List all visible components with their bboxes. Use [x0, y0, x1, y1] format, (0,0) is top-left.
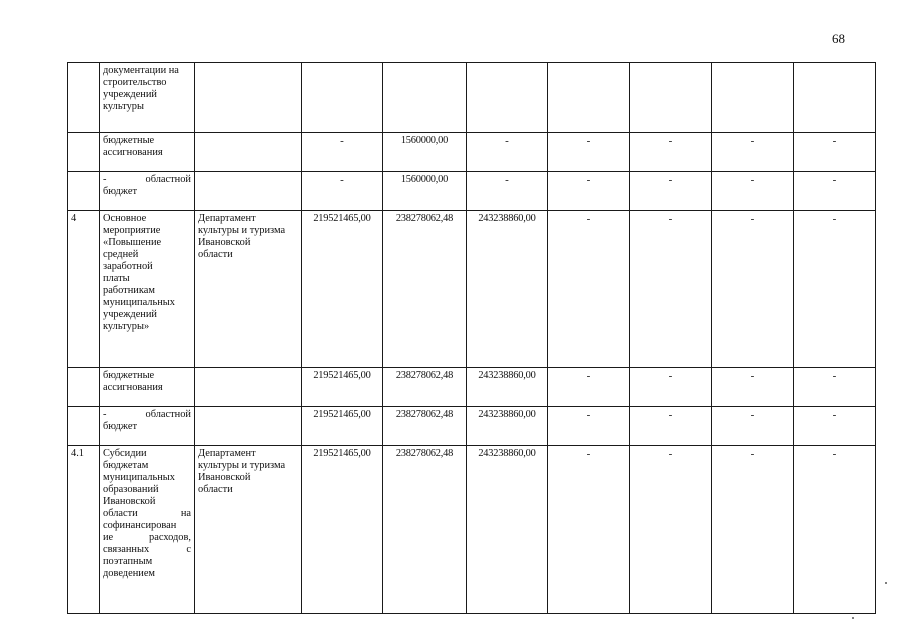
row-index-cell [68, 407, 100, 446]
executor-cell [195, 211, 302, 368]
value-cell: - [630, 133, 712, 172]
table-row [68, 133, 876, 172]
value-cell: - [302, 133, 383, 172]
page-number: 68 [832, 31, 845, 46]
value-cell: - [548, 133, 630, 172]
item-name-cell [100, 63, 195, 133]
item-name-cell [100, 446, 195, 614]
value-cell: 219521465,00 [302, 211, 383, 368]
item-name-line: культуры» [103, 321, 150, 332]
executor-line: Ивановской [198, 472, 251, 483]
executor-line: культуры и туризма [198, 225, 286, 236]
executor-cell [195, 172, 302, 211]
item-name-line: учреждений [103, 309, 157, 320]
executor-line: области [198, 249, 233, 260]
item-name-line: «Повышение [103, 237, 162, 248]
item-name-line: ие расходов, [103, 532, 191, 543]
item-name-line: работникам [103, 285, 155, 296]
value-cell: - [712, 172, 794, 211]
value-cell: - [548, 446, 630, 614]
table-body [68, 63, 876, 614]
table-row [68, 172, 876, 211]
value-cell [302, 63, 383, 133]
value-cell: - [712, 133, 794, 172]
value-cell: 243238860,00 [467, 407, 548, 446]
value-cell: - [630, 446, 712, 614]
executor-cell [195, 368, 302, 407]
value-cell: - [467, 133, 548, 172]
value-cell: - [548, 211, 630, 368]
item-name-line: средней [103, 249, 139, 260]
value-cell: 1560000,00 [383, 172, 467, 211]
item-name-line: поэтапным [103, 556, 153, 567]
item-name-line: учреждений [103, 89, 157, 100]
item-name-cell [100, 172, 195, 211]
value-cell [630, 63, 712, 133]
item-name-cell [100, 133, 195, 172]
item-name-line: - областной [103, 409, 191, 420]
executor-line: культуры и туризма [198, 460, 286, 471]
value-cell: - [794, 172, 876, 211]
item-name-line: софинансирован [103, 520, 177, 531]
value-cell: 243238860,00 [467, 211, 548, 368]
value-cell: 219521465,00 [302, 446, 383, 614]
executor-cell [195, 407, 302, 446]
value-cell: - [794, 133, 876, 172]
row-index-cell: 4 [68, 211, 100, 368]
value-cell: - [548, 172, 630, 211]
item-name-line: бюджет [103, 421, 138, 432]
executor-cell [195, 63, 302, 133]
value-cell: 238278062,48 [383, 446, 467, 614]
item-name-cell [100, 407, 195, 446]
item-name-line: образований [103, 484, 159, 495]
row-index-cell [68, 133, 100, 172]
row-index-cell: 4.1 [68, 446, 100, 614]
item-name-line: Субсидии [103, 448, 147, 459]
value-cell: - [630, 368, 712, 407]
value-cell: - [630, 407, 712, 446]
value-cell: - [712, 407, 794, 446]
item-name-line: бюджет [103, 186, 138, 197]
value-cell [712, 63, 794, 133]
value-cell: 243238860,00 [467, 446, 548, 614]
item-name-line: строительство [103, 77, 167, 88]
row-index-cell [68, 63, 100, 133]
value-cell: - [794, 368, 876, 407]
item-name-line: ассигнования [103, 382, 163, 393]
value-cell: - [712, 368, 794, 407]
value-cell: 219521465,00 [302, 407, 383, 446]
item-name-line: муниципальных [103, 297, 175, 308]
item-name-line: муниципальных [103, 472, 175, 483]
executor-cell [195, 133, 302, 172]
value-cell: - [794, 211, 876, 368]
value-cell: - [467, 172, 548, 211]
value-cell: 238278062,48 [383, 211, 467, 368]
item-name-line: Основное [103, 213, 147, 224]
value-cell: - [794, 446, 876, 614]
item-name-line: ассигнования [103, 147, 163, 158]
value-cell: - [548, 368, 630, 407]
value-cell [794, 63, 876, 133]
value-cell: 243238860,00 [467, 368, 548, 407]
item-name-line: мероприятие [103, 225, 161, 236]
value-cell: 1560000,00 [383, 133, 467, 172]
executor-line: Департамент [198, 213, 256, 224]
value-cell: 238278062,48 [383, 368, 467, 407]
item-name-line: связанных с [103, 544, 191, 555]
item-name-line: платы [103, 273, 130, 284]
item-name-line: бюджетные [103, 135, 155, 146]
item-name-cell [100, 211, 195, 368]
item-name-line: Ивановской [103, 496, 156, 507]
row-index-cell [68, 368, 100, 407]
value-cell: - [712, 211, 794, 368]
executor-line: области [198, 484, 233, 495]
table-row [68, 211, 876, 368]
item-name-line: культуры [103, 101, 144, 112]
item-name-line: документации на [103, 65, 179, 76]
value-cell: - [794, 407, 876, 446]
value-cell [548, 63, 630, 133]
value-cell: - [712, 446, 794, 614]
value-cell: - [630, 211, 712, 368]
item-name-line: бюджетные [103, 370, 155, 381]
table-row [68, 368, 876, 407]
item-name-line: - областной [103, 174, 191, 185]
scan-speck [885, 582, 887, 584]
value-cell: 238278062,48 [383, 407, 467, 446]
executor-line: Департамент [198, 448, 256, 459]
value-cell: 219521465,00 [302, 368, 383, 407]
item-name-line: доведением [103, 568, 156, 579]
table-row [68, 407, 876, 446]
item-name-line: бюджетам [103, 460, 149, 471]
value-cell: - [630, 172, 712, 211]
table-row [68, 446, 876, 614]
budget-table [67, 62, 876, 614]
item-name-line: области на [103, 508, 191, 519]
value-cell [467, 63, 548, 133]
item-name-cell [100, 368, 195, 407]
executor-line: Ивановской [198, 237, 251, 248]
table-row [68, 63, 876, 133]
value-cell: - [548, 407, 630, 446]
scan-speck [852, 617, 854, 619]
value-cell [383, 63, 467, 133]
row-index-cell [68, 172, 100, 211]
value-cell: - [302, 172, 383, 211]
executor-cell [195, 446, 302, 614]
item-name-line: заработной [103, 261, 153, 272]
